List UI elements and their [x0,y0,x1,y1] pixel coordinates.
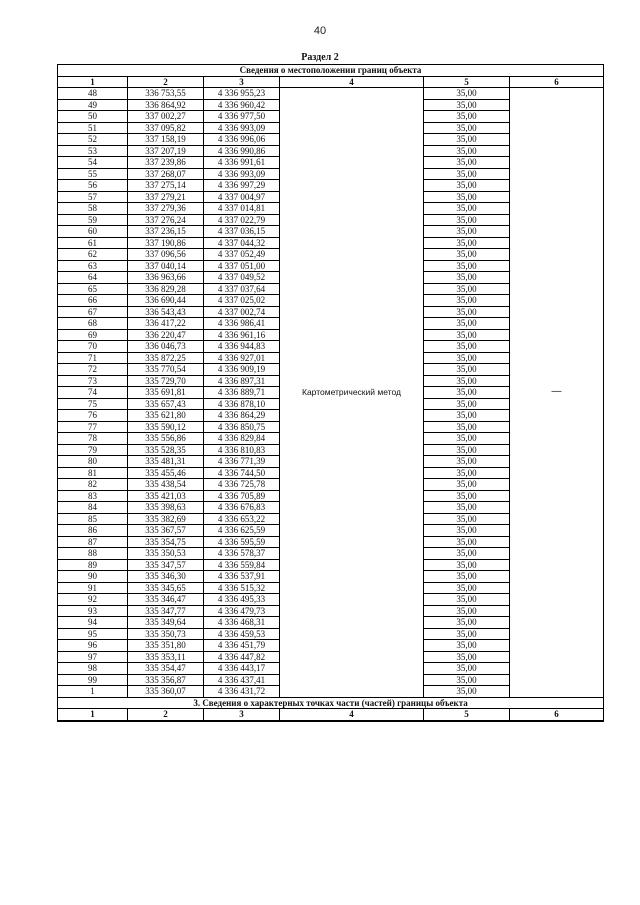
accuracy-cell: 35,00 [424,260,510,272]
section-title: Раздел 2 [301,52,339,63]
point-number-cell: 98 [58,663,128,675]
point-number-cell: 53 [58,145,128,157]
point-number-cell: 65 [58,283,128,295]
x-coordinate-cell: 337 207,19 [128,145,204,157]
y-coordinate-cell: 4 336 897,31 [204,375,280,387]
y-coordinate-cell: 4 336 961,16 [204,329,280,341]
accuracy-cell: 35,00 [424,191,510,203]
x-coordinate-cell: 336 690,44 [128,295,204,307]
y-coordinate-cell: 4 337 036,15 [204,226,280,238]
accuracy-cell: 35,00 [424,490,510,502]
x-coordinate-cell: 335 349,64 [128,617,204,629]
x-coordinate-cell: 337 275,14 [128,180,204,192]
point-number-cell: 59 [58,214,128,226]
point-number-cell: 73 [58,375,128,387]
y-coordinate-cell: 4 337 052,49 [204,249,280,261]
x-coordinate-cell: 335 590,12 [128,421,204,433]
point-number-cell: 83 [58,490,128,502]
accuracy-cell: 35,00 [424,674,510,686]
y-coordinate-cell: 4 336 996,06 [204,134,280,146]
point-number-cell: 62 [58,249,128,261]
y-coordinate-cell: 4 337 002,74 [204,306,280,318]
y-coordinate-cell: 4 336 578,37 [204,548,280,560]
x-coordinate-cell: 335 455,46 [128,467,204,479]
point-number-cell: 61 [58,237,128,249]
section3-column-number-row [58,709,604,721]
y-coordinate-cell: 4 336 653,22 [204,513,280,525]
y-coordinate-cell: 4 336 927,01 [204,352,280,364]
point-number-cell: 79 [58,444,128,456]
point-number-cell: 90 [58,571,128,583]
accuracy-cell: 35,00 [424,226,510,238]
x-coordinate-cell: 337 279,36 [128,203,204,215]
column-number: 2 [128,76,204,88]
accuracy-cell: 35,00 [424,375,510,387]
table-caption: Сведения о местоположении границ объекта [58,65,604,77]
accuracy-cell: 35,00 [424,180,510,192]
page-number: 40 [313,25,327,37]
point-number-cell: 56 [58,180,128,192]
x-coordinate-cell: 336 963,66 [128,272,204,284]
accuracy-cell: 35,00 [424,663,510,675]
accuracy-cell: 35,00 [424,283,510,295]
x-coordinate-cell: 337 002,27 [128,111,204,123]
point-number-cell: 82 [58,479,128,491]
point-number-cell: 1 [58,686,128,698]
x-coordinate-cell: 335 353,11 [128,651,204,663]
accuracy-cell: 35,00 [424,122,510,134]
y-coordinate-cell: 4 336 537,91 [204,571,280,583]
y-coordinate-cell: 4 336 993,09 [204,122,280,134]
accuracy-cell: 35,00 [424,502,510,514]
accuracy-cell: 35,00 [424,548,510,560]
accuracy-cell: 35,00 [424,249,510,261]
accuracy-cell: 35,00 [424,594,510,606]
accuracy-cell: 35,00 [424,272,510,284]
x-coordinate-cell: 337 190,86 [128,237,204,249]
x-coordinate-cell: 337 236,15 [128,226,204,238]
y-coordinate-cell: 4 336 993,09 [204,168,280,180]
point-number-cell: 50 [58,111,128,123]
accuracy-cell: 35,00 [424,157,510,169]
point-number-cell: 57 [58,191,128,203]
accuracy-cell: 35,00 [424,398,510,410]
accuracy-cell: 35,00 [424,433,510,445]
accuracy-cell: 35,00 [424,605,510,617]
x-coordinate-cell: 335 621,80 [128,410,204,422]
y-coordinate-cell: 4 336 515,32 [204,582,280,594]
section3-caption: 3. Сведения о характерных точках части (частей) границы объекта [58,697,604,709]
column-number: 1 [58,76,128,88]
y-coordinate-cell: 4 336 676,83 [204,502,280,514]
y-coordinate-cell: 4 336 771,39 [204,456,280,468]
point-number-cell: 92 [58,594,128,606]
point-number-cell: 89 [58,559,128,571]
x-coordinate-cell: 336 864,92 [128,99,204,111]
accuracy-cell: 35,00 [424,479,510,491]
y-coordinate-cell: 4 336 431,72 [204,686,280,698]
point-number-cell: 88 [58,548,128,560]
accuracy-cell: 35,00 [424,525,510,537]
accuracy-cell: 35,00 [424,456,510,468]
y-coordinate-cell: 4 336 451,79 [204,640,280,652]
accuracy-cell: 35,00 [424,628,510,640]
y-coordinate-cell: 4 336 479,73 [204,605,280,617]
point-number-cell: 72 [58,364,128,376]
x-coordinate-cell: 335 481,31 [128,456,204,468]
y-coordinate-cell: 4 337 037,64 [204,283,280,295]
y-coordinate-cell: 4 336 810,83 [204,444,280,456]
point-number-cell: 71 [58,352,128,364]
accuracy-cell: 35,00 [424,134,510,146]
point-number-cell: 52 [58,134,128,146]
y-coordinate-cell: 4 336 705,89 [204,490,280,502]
point-number-cell: 75 [58,398,128,410]
x-coordinate-cell: 335 360,07 [128,686,204,698]
y-coordinate-cell: 4 336 991,61 [204,157,280,169]
accuracy-cell: 35,00 [424,88,510,100]
x-coordinate-cell: 335 351,80 [128,640,204,652]
y-coordinate-cell: 4 336 878,10 [204,398,280,410]
accuracy-cell: 35,00 [424,387,510,399]
point-number-cell: 91 [58,582,128,594]
x-coordinate-cell: 335 438,54 [128,479,204,491]
accuracy-cell: 35,00 [424,168,510,180]
accuracy-cell: 35,00 [424,651,510,663]
column-number: 4 [280,76,424,88]
point-number-cell: 96 [58,640,128,652]
x-coordinate-cell: 335 350,73 [128,628,204,640]
accuracy-cell: 35,00 [424,352,510,364]
accuracy-cell: 35,00 [424,559,510,571]
point-number-cell: 48 [58,88,128,100]
column-number: 1 [58,709,128,721]
x-coordinate-cell: 337 158,19 [128,134,204,146]
column-number: 6 [510,709,604,721]
x-coordinate-cell: 336 046,73 [128,341,204,353]
x-coordinate-cell: 337 279,21 [128,191,204,203]
x-coordinate-cell: 335 382,69 [128,513,204,525]
point-number-cell: 54 [58,157,128,169]
point-number-cell: 78 [58,433,128,445]
y-coordinate-cell: 4 336 850,75 [204,421,280,433]
column-number: 5 [424,709,510,721]
column-number: 3 [204,76,280,88]
column-number: 2 [128,709,204,721]
accuracy-cell: 35,00 [424,410,510,422]
point-number-cell: 64 [58,272,128,284]
y-coordinate-cell: 4 336 559,84 [204,559,280,571]
y-coordinate-cell: 4 337 044,32 [204,237,280,249]
column-number: 4 [280,709,424,721]
y-coordinate-cell: 4 336 447,82 [204,651,280,663]
y-coordinate-cell: 4 337 051,00 [204,260,280,272]
x-coordinate-cell: 337 276,24 [128,214,204,226]
x-coordinate-cell: 335 657,43 [128,398,204,410]
x-coordinate-cell: 335 421,03 [128,490,204,502]
y-coordinate-cell: 4 337 022,79 [204,214,280,226]
y-coordinate-cell: 4 336 944,83 [204,341,280,353]
y-coordinate-cell: 4 337 025,02 [204,295,280,307]
table-row [58,88,604,100]
y-coordinate-cell: 4 336 997,29 [204,180,280,192]
point-number-cell: 99 [58,674,128,686]
accuracy-cell: 35,00 [424,686,510,698]
accuracy-cell: 35,00 [424,513,510,525]
method-cell: Картометрический метод [280,88,424,698]
accuracy-cell: 35,00 [424,329,510,341]
point-number-cell: 87 [58,536,128,548]
y-coordinate-cell: 4 336 443,17 [204,663,280,675]
y-coordinate-cell: 4 336 990,86 [204,145,280,157]
x-coordinate-cell: 335 346,30 [128,571,204,583]
x-coordinate-cell: 335 872,25 [128,352,204,364]
x-coordinate-cell: 336 829,28 [128,283,204,295]
point-number-cell: 69 [58,329,128,341]
point-number-cell: 76 [58,410,128,422]
x-coordinate-cell: 335 354,47 [128,663,204,675]
description-cell: — [510,88,604,698]
accuracy-cell: 35,00 [424,306,510,318]
point-number-cell: 68 [58,318,128,330]
x-coordinate-cell: 335 729,70 [128,375,204,387]
x-coordinate-cell: 336 753,55 [128,88,204,100]
y-coordinate-cell: 4 337 014,81 [204,203,280,215]
point-number-cell: 80 [58,456,128,468]
accuracy-cell: 35,00 [424,237,510,249]
x-coordinate-cell: 335 347,77 [128,605,204,617]
point-number-cell: 97 [58,651,128,663]
point-number-cell: 74 [58,387,128,399]
x-coordinate-cell: 335 356,87 [128,674,204,686]
point-number-cell: 86 [58,525,128,537]
y-coordinate-cell: 4 337 004,97 [204,191,280,203]
point-number-cell: 63 [58,260,128,272]
accuracy-cell: 35,00 [424,536,510,548]
accuracy-cell: 35,00 [424,214,510,226]
x-coordinate-cell: 335 354,75 [128,536,204,548]
x-coordinate-cell: 335 347,57 [128,559,204,571]
x-coordinate-cell: 335 346,47 [128,594,204,606]
y-coordinate-cell: 4 336 595,59 [204,536,280,548]
y-coordinate-cell: 4 336 468,31 [204,617,280,629]
accuracy-cell: 35,00 [424,421,510,433]
y-coordinate-cell: 4 336 909,19 [204,364,280,376]
y-coordinate-cell: 4 336 829,84 [204,433,280,445]
accuracy-cell: 35,00 [424,203,510,215]
point-number-cell: 81 [58,467,128,479]
point-number-cell: 60 [58,226,128,238]
accuracy-cell: 35,00 [424,145,510,157]
x-coordinate-cell: 335 691,81 [128,387,204,399]
accuracy-cell: 35,00 [424,640,510,652]
accuracy-cell: 35,00 [424,467,510,479]
y-coordinate-cell: 4 336 625,59 [204,525,280,537]
section3-caption-row [58,697,604,709]
point-number-cell: 55 [58,168,128,180]
y-coordinate-cell: 4 336 977,50 [204,111,280,123]
x-coordinate-cell: 336 543,43 [128,306,204,318]
point-number-cell: 77 [58,421,128,433]
point-number-cell: 66 [58,295,128,307]
point-number-cell: 51 [58,122,128,134]
y-coordinate-cell: 4 336 725,78 [204,479,280,491]
accuracy-cell: 35,00 [424,99,510,111]
point-number-cell: 84 [58,502,128,514]
x-coordinate-cell: 335 398,63 [128,502,204,514]
x-coordinate-cell: 337 096,56 [128,249,204,261]
y-coordinate-cell: 4 336 889,71 [204,387,280,399]
x-coordinate-cell: 337 040,14 [128,260,204,272]
point-number-cell: 67 [58,306,128,318]
accuracy-cell: 35,00 [424,295,510,307]
y-coordinate-cell: 4 336 986,41 [204,318,280,330]
point-number-cell: 49 [58,99,128,111]
y-coordinate-cell: 4 337 049,52 [204,272,280,284]
y-coordinate-cell: 4 336 459,53 [204,628,280,640]
y-coordinate-cell: 4 336 960,42 [204,99,280,111]
x-coordinate-cell: 337 095,82 [128,122,204,134]
accuracy-cell: 35,00 [424,582,510,594]
y-coordinate-cell: 4 336 955,23 [204,88,280,100]
column-number: 3 [204,709,280,721]
column-number: 6 [510,76,604,88]
accuracy-cell: 35,00 [424,617,510,629]
coordinates-table [57,64,604,722]
x-coordinate-cell: 337 239,86 [128,157,204,169]
y-coordinate-cell: 4 336 437,41 [204,674,280,686]
x-coordinate-cell: 336 220,47 [128,329,204,341]
point-number-cell: 58 [58,203,128,215]
point-number-cell: 70 [58,341,128,353]
column-number: 5 [424,76,510,88]
x-coordinate-cell: 335 556,86 [128,433,204,445]
x-coordinate-cell: 335 528,35 [128,444,204,456]
accuracy-cell: 35,00 [424,318,510,330]
point-number-cell: 95 [58,628,128,640]
point-number-cell: 85 [58,513,128,525]
x-coordinate-cell: 335 350,53 [128,548,204,560]
y-coordinate-cell: 4 336 495,33 [204,594,280,606]
accuracy-cell: 35,00 [424,444,510,456]
accuracy-cell: 35,00 [424,111,510,123]
table-caption-row [58,65,604,77]
y-coordinate-cell: 4 336 864,29 [204,410,280,422]
x-coordinate-cell: 337 268,07 [128,168,204,180]
y-coordinate-cell: 4 336 744,50 [204,467,280,479]
accuracy-cell: 35,00 [424,571,510,583]
column-number-row [58,76,604,88]
x-coordinate-cell: 335 345,65 [128,582,204,594]
point-number-cell: 94 [58,617,128,629]
x-coordinate-cell: 335 367,57 [128,525,204,537]
accuracy-cell: 35,00 [424,364,510,376]
x-coordinate-cell: 336 417,22 [128,318,204,330]
x-coordinate-cell: 335 770,54 [128,364,204,376]
accuracy-cell: 35,00 [424,341,510,353]
point-number-cell: 93 [58,605,128,617]
